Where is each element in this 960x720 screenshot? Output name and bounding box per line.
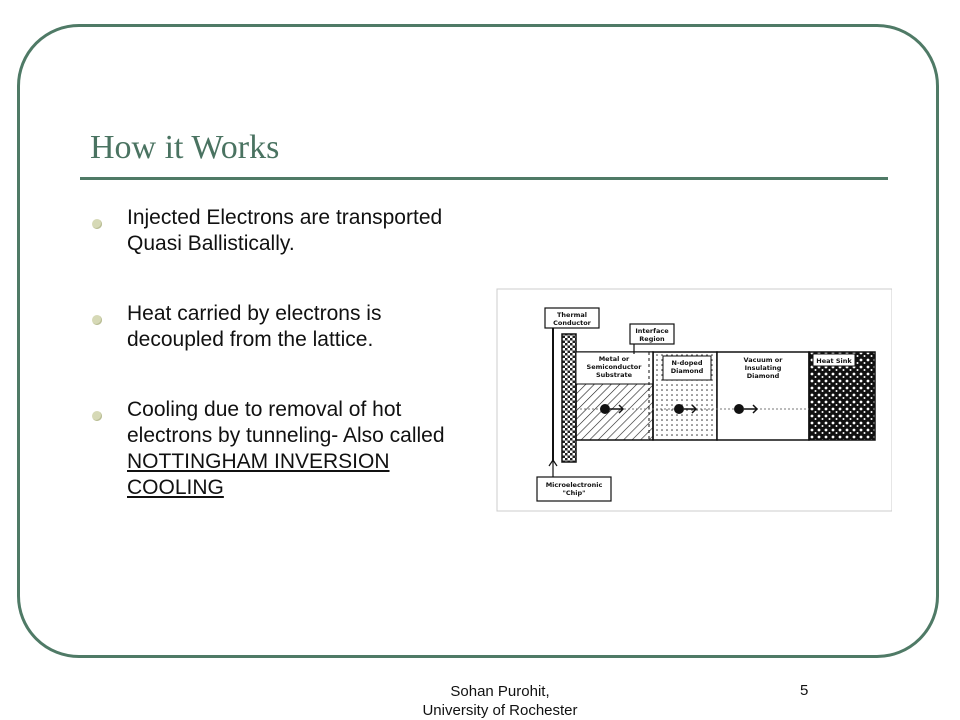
thermal-conductor-label: Thermal Conductor [553, 311, 591, 327]
thermal-conductor-layer [562, 334, 576, 462]
title-divider [80, 177, 888, 180]
author-name: Sohan Purohit, [450, 683, 550, 700]
ndoped-label: N-doped Diamond [670, 359, 704, 375]
bullet-item [90, 301, 460, 353]
bullet-text: Heat carried by electrons is decoupled from the lattice. [127, 302, 382, 351]
substrate-label: Metal or Semiconductor Substrate [586, 355, 642, 379]
bullet-list [90, 205, 460, 545]
vacuum-label: Vacuum or Insulating Diamond [743, 356, 783, 380]
heatsink-label: Heat Sink [816, 357, 852, 365]
thermionic-cooler-diagram [495, 288, 892, 512]
nottingham-link[interactable]: NOTTINGHAM INVERSION COOLING [127, 450, 390, 499]
bullet-text: Injected Electrons are transported Quasi Ballistically. [127, 206, 443, 255]
bullet-dot-icon [92, 411, 102, 421]
electron-dot [600, 404, 610, 414]
electron-dot [674, 404, 684, 414]
footer-author [350, 682, 650, 720]
page-number: 5 [800, 682, 809, 699]
bullet-text: Cooling due to removal of hot electrons by tunneling- Also called [127, 398, 445, 447]
chip-label: Microelectronic "Chip" [545, 481, 603, 497]
bullet-item [90, 397, 460, 501]
author-affiliation: University of Rochester [422, 702, 578, 719]
electron-dot [734, 404, 744, 414]
bullet-item [90, 205, 460, 257]
bullet-dot-icon [92, 219, 102, 229]
bullet-dot-icon [92, 315, 102, 325]
slide-title: How it Works [90, 129, 280, 166]
interface-region-label: Interface Region [635, 327, 669, 343]
